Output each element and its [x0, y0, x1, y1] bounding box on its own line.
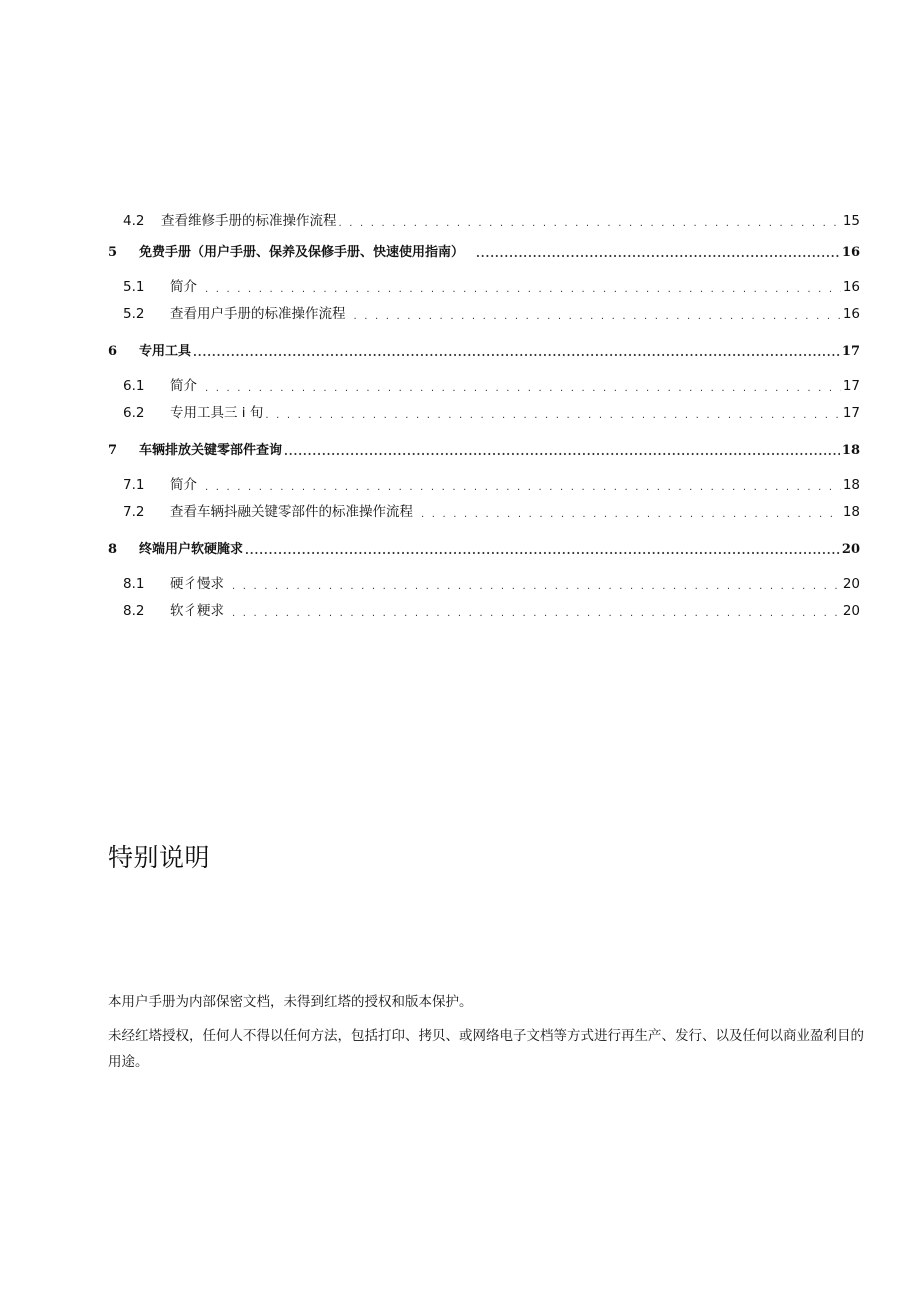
toc-entry-title: 免费手册（用户手册、保养及保修手册、快速使用指南）	[139, 245, 465, 260]
toc-entry-title: 简介	[170, 279, 197, 295]
toc-entry-7[interactable]	[108, 436, 860, 458]
notice-paragraph-usage-restriction: 未经红塔授权，任何人不得以任何方法，包括打印、拷贝、或网络电子文档等方式进行再生产、发行、以及任何以商业盈利目的用途。	[108, 1028, 864, 1070]
toc-entry-page: 18	[841, 443, 860, 458]
toc-entry-6-1[interactable]	[123, 372, 860, 394]
notice-paragraph-confidential: 本用户手册为内部保密文档，未得到红塔的授权和版本保护。	[108, 994, 473, 1010]
toc-entry-8-1[interactable]	[123, 570, 860, 592]
toc-entry-number: 5.2	[123, 306, 145, 322]
toc-entry-7-2[interactable]	[123, 498, 860, 520]
toc-entry-number: 5	[108, 245, 118, 260]
toc-dot-leader	[476, 247, 840, 260]
toc-entry-title: 专用工具	[139, 344, 192, 359]
toc-entry-page: 18	[842, 504, 860, 520]
toc-entry-number: 7	[108, 443, 118, 458]
toc-entry-title: 简介	[170, 477, 197, 493]
toc-entry-title: 软彳粳求	[170, 603, 224, 619]
toc-entry-number: 6	[108, 344, 118, 359]
toc-entry-page: 16	[842, 306, 860, 322]
toc-dot-leader	[205, 383, 841, 394]
toc-entry-5-2[interactable]	[123, 300, 860, 322]
toc-entry-page: 20	[842, 603, 860, 619]
toc-entry-title: 查看维修手册的标准操作流程	[161, 213, 337, 229]
toc-dot-leader	[245, 544, 840, 557]
toc-entry-7-1[interactable]	[123, 471, 860, 493]
toc-entry-number: 7.1	[123, 477, 145, 493]
toc-dot-leader	[193, 346, 840, 359]
toc-entry-5-1[interactable]	[123, 273, 860, 295]
toc-dot-leader	[232, 608, 841, 619]
toc-entry-8[interactable]	[108, 535, 860, 557]
toc-entry-4-2[interactable]	[123, 207, 860, 229]
toc-entry-6-2[interactable]	[123, 399, 860, 421]
toc-dot-leader	[354, 311, 841, 322]
toc-entry-page: 18	[842, 477, 860, 493]
toc-entry-title: 查看车辆抖融关键零部件的标准操作流程	[170, 504, 413, 520]
toc-entry-number: 7.2	[123, 504, 145, 520]
toc-entry-page: 17	[841, 344, 860, 359]
toc-dot-leader	[339, 218, 841, 229]
toc-dot-leader	[265, 410, 840, 421]
toc-entry-number: 8.1	[123, 576, 145, 592]
toc-dot-leader	[205, 284, 841, 295]
toc-entry-title: 简介	[170, 378, 197, 394]
toc-entry-page: 16	[842, 279, 860, 295]
toc-entry-number: 4.2	[123, 213, 145, 229]
toc-entry-number: 6.2	[123, 405, 145, 421]
toc-entry-page: 15	[842, 213, 860, 229]
toc-entry-number: 8.2	[123, 603, 145, 619]
toc-entry-title: 专用工具三 i 旬	[170, 405, 264, 421]
toc-entry-page: 20	[842, 576, 860, 592]
toc-entry-number: 6.1	[123, 378, 145, 394]
toc-entry-number: 8	[108, 542, 118, 557]
toc-entry-title: 终端用户软硬腌求	[139, 542, 244, 557]
toc-dot-leader	[421, 509, 841, 520]
toc-entry-page: 20	[841, 542, 860, 557]
toc-entry-page: 17	[842, 378, 860, 394]
toc-dot-leader	[205, 482, 841, 493]
toc-entry-title: 车辆排放关键零部件查询	[139, 443, 283, 458]
toc-entry-title: 硬彳慢求	[170, 576, 224, 592]
toc-entry-page: 17	[842, 405, 860, 421]
toc-dot-leader	[232, 581, 841, 592]
toc-dot-leader	[284, 445, 840, 458]
toc-entry-5[interactable]	[108, 238, 860, 260]
toc-entry-number: 5.1	[123, 279, 145, 295]
toc-entry-8-2[interactable]	[123, 597, 860, 619]
toc-entry-title: 查看用户手册的标准操作流程	[170, 306, 346, 322]
toc-entry-page: 16	[841, 245, 860, 260]
toc-entry-6[interactable]	[108, 337, 860, 359]
notice-heading: 特别说明	[108, 843, 211, 872]
